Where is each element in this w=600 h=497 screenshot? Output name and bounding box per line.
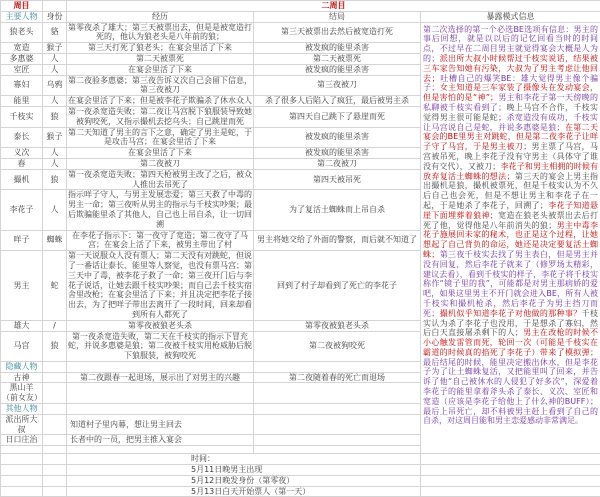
expose-segment: 千枝实认为杀了李花子也没用，于是想杀了寡妇，然后白天直接屠杀剩下的人；	[423, 309, 598, 338]
expose-segment: 男主在改枪的时候不小心触发雷管而死，轮回一次（可能是千枝实在霸道的时候真的掐死了李花子）带来了模拟弹；	[423, 328, 598, 357]
cell-ending[interactable]: 第三天被票出去然后被宽造打死	[254, 22, 421, 43]
cell-timeline-entry[interactable]: 5月12日晚发身份（第零夜）	[67, 475, 421, 486]
character-row	[1, 22, 600, 43]
expose-segment: 撮机似乎知道李花子对他做的那种事？	[439, 309, 581, 318]
cell-identity[interactable]	[43, 446, 67, 454]
cell-ending[interactable]: 第二夜被狗咬死	[254, 331, 421, 361]
cell-identity[interactable]	[43, 414, 67, 435]
cell-expose-info[interactable]	[421, 465, 600, 476]
cell-identity[interactable]: 猴子	[43, 127, 67, 148]
cell-identity[interactable]: /	[43, 320, 67, 331]
expose-segment: 晚上马宫不合作，千枝实觉得男主很可能是蛇；	[423, 103, 598, 122]
cell-name[interactable]	[1, 454, 43, 465]
cell-ending[interactable]: 第四天被吊死	[254, 169, 421, 190]
cell-identity[interactable]	[43, 475, 67, 486]
cell-identity[interactable]	[43, 486, 67, 497]
cell-experience[interactable]: 知道村子里内幕，想让男主回去	[67, 414, 254, 435]
cell-identity[interactable]: 人	[43, 53, 67, 64]
cell-header-experience[interactable]: 经历	[67, 11, 254, 22]
expose-segment: 李花子知道悬崖下面埋葬着狼神；	[423, 201, 598, 220]
cell-experience[interactable]: 第一天说服众人没有票人；第二天没有对跳蛇，但说了一番话让泰长、能里等人察觉，也没有票马宫；第三天中了毒，被李花子救了一命；第三夜开门后与李花子说话，让她去跟千枝实吵架；而自己去千枝实宿舍里改枪；在宴会里活了下来；并且决定把李花子接出去，为了把咩子带出去离开了一段时间，回来却看到所有人都死了	[67, 251, 254, 321]
cell-experience[interactable]: 第二天知道了男主的言下之意，确定了男主是蛇，于是攻击马宫；在宴会里活了下来	[67, 127, 254, 148]
cell-experience[interactable]: 长者中的一员，把男主推入宴会	[67, 435, 254, 446]
cell-experience[interactable]: 第一夜杀宽造失败，第二天在千枝实的指示下冒充蛇，并说多惠婆是狼；第二夜被千枝实用枪威胁后脱下狼服装，被狗咬死	[67, 331, 254, 361]
expose-segment: 男主票了马宫，马宫被吊死，晚上李花子没有守男主（具体守了谁没有交代），又被刀；	[423, 142, 598, 171]
cell-ending[interactable]: 被发疯的能里杀害	[254, 127, 421, 148]
cell-experience[interactable]	[67, 361, 254, 372]
cell-name[interactable]: 派出所大叔	[1, 414, 43, 435]
cell-expose-info[interactable]	[421, 475, 600, 486]
cell-experience[interactable]: 第零夜杀了雄大；第三天被票出去，但是是被宽造打死的，他认为狼老头是八年前的狼；	[67, 22, 254, 43]
cell-ending[interactable]: 杀了很多人后陷入了疯狂，最后被男主杀	[254, 96, 421, 107]
cell-expose-info[interactable]	[421, 454, 600, 465]
cell-name[interactable]: 宽造	[1, 43, 43, 54]
cell-experience[interactable]: 指示咩子守人，与男主发展恋爱；第三天救了中毒的男主一命；第三夜听从男主的指示与千枝实吵架；最后欺骗能里杀了其他人，自己也上吊自杀，让一切回溯	[67, 190, 254, 230]
cell-identity[interactable]	[43, 361, 67, 372]
cell-header-main-characters[interactable]: 主要人物	[1, 11, 43, 22]
cell-loop2-label[interactable]: 二周目	[67, 1, 600, 12]
cell-name[interactable]: 春	[1, 158, 43, 169]
cell-name[interactable]: 能里	[1, 96, 43, 107]
cell-ending[interactable]	[254, 414, 421, 435]
cell-name[interactable]: 撮机	[1, 169, 43, 190]
cell-ending[interactable]	[254, 404, 421, 415]
cell-identity[interactable]: 狼	[43, 169, 67, 190]
cell-ending[interactable]	[254, 361, 421, 372]
cell-identity[interactable]: 蜘蛛	[43, 230, 67, 251]
cell-name[interactable]: 马宫	[1, 331, 43, 361]
cell-identity[interactable]	[43, 372, 67, 383]
timeline-row	[1, 454, 600, 465]
cell-experience[interactable]: 第零夜被狼老头杀	[67, 320, 254, 331]
cell-identity[interactable]	[43, 435, 67, 446]
cell-ending[interactable]: 为了复活土蜘蛛而上吊自杀	[254, 190, 421, 230]
expose-segment: 宽造在狼老头被票出去后打死了他，觉得他是八年前消失的狼；	[423, 211, 598, 230]
cell-ending[interactable]: 被发疯的能里杀害	[254, 64, 421, 75]
cell-ending[interactable]: 第二天被票死	[254, 53, 421, 64]
cell-timeline-entry[interactable]: 5月11日晚男主出现	[67, 465, 421, 476]
cell-ending[interactable]: 第二夜被刀	[254, 158, 421, 169]
cell-loop1-label[interactable]: 周目	[1, 1, 43, 12]
cell-header-expose-info[interactable]: 暴露模式信息	[421, 11, 600, 22]
cell-identity[interactable]: 人	[43, 64, 67, 75]
cell-identity[interactable]	[43, 454, 67, 465]
cell-ending[interactable]: 被发疯的能里杀害	[254, 43, 421, 54]
column-header-row	[1, 11, 600, 22]
cell-name[interactable]: 日口庄治	[1, 435, 43, 446]
expose-segment: 最后结尾的时候，能里决定搬出休水，但是李花子为了让土蜘蛛复活，又把能里叫了回来，并告诉了他“自己被休水的人侵犯了好多次”，深爱着李花子的能里拿着斧头杀了泰长、义次、室匠和宽造（应该是李花子给他上了什么神的BUFF）；	[423, 358, 598, 406]
cell-name[interactable]	[1, 475, 43, 486]
expose-segment: 男主中毒李花子施展回未家的秘术，也正是这个过程，让她想起了自己背负的命运，她还是决定要复活土蜘蛛；	[423, 221, 598, 259]
cell-ending[interactable]	[254, 446, 421, 454]
cell-experience[interactable]: 第二夜验多惠婆；第三夜告诉义次自己会留下信息，第三夜被刀	[67, 75, 254, 96]
cell-name[interactable]	[1, 465, 43, 476]
cell-name[interactable]: 其他人物	[1, 404, 43, 415]
cell-ending[interactable]: 回到了村子却看到了死亡的李花子	[254, 251, 421, 321]
expose-segment: 杀宽造没有成功，千枝实让马宫说自己是蛇，并说多惠婆是狼；	[423, 113, 598, 132]
cell-name[interactable]: 泰长	[1, 127, 43, 148]
cell-identity[interactable]	[43, 383, 67, 404]
loop-header-row	[1, 1, 600, 12]
cell-identity[interactable]: 貉	[43, 22, 67, 43]
cell-experience[interactable]: 在宴会里活了下来	[67, 64, 254, 75]
expose-segment: 李花子和男主相拥的时候有放弃复活土蜘蛛的想法；	[423, 162, 598, 181]
expose-segment: 第三天的宴会上男主指出撮机是狼，撮机被票死，但是千枝实认为不久后自己也会死，但是不想让男主和李花子在一起，于是她杀了李花子，回溯了；	[423, 172, 598, 210]
cell-identity[interactable]	[43, 404, 67, 415]
cell-experience[interactable]: 第二夜跟春一起退场，展示出了对男主的兴趣	[67, 372, 254, 383]
cell-header-identity[interactable]: 身份	[43, 11, 67, 22]
cell-experience[interactable]: 第二夜被刀	[67, 158, 254, 169]
cell-experience[interactable]: 第二天被票死	[67, 53, 254, 64]
cell-identity[interactable]: 猴子	[43, 43, 67, 54]
expose-segment: 女主知道是三车家装了摄像头在发动宴会，但是害怕的是“神”；	[423, 83, 598, 102]
cell-ending[interactable]	[254, 383, 421, 404]
cell-experience[interactable]: 在宴会里活了下来；但是被李花子欺骗杀了休水众人	[67, 96, 254, 107]
expose-segment: 吐槽自己的爆笑BE：雄大觉得男主像个骗子；	[423, 74, 598, 93]
cell-identity[interactable]: 人	[43, 148, 67, 159]
cell-name[interactable]: 男主	[1, 251, 43, 321]
cell-identity[interactable]: 人	[43, 190, 67, 230]
cell-experience[interactable]	[67, 383, 254, 404]
cell-name[interactable]: 隐藏人物	[1, 361, 43, 372]
cell-timeline-entry[interactable]: 时间：	[67, 454, 421, 465]
cell-name[interactable]: 狼老头	[1, 22, 43, 43]
expose-segment: 第二次选择的第一个必选BE选项有信息：男主的事后回想，就是以以后的记忆回看当时的时间点，不过早在二周目男主就觉得宴会大概是人为的；	[423, 25, 598, 63]
cell-timeline-entry[interactable]: 5月13日白天开始票人（第一天）	[67, 486, 421, 497]
cell-ending[interactable]: 第三夜被刀	[254, 75, 421, 96]
character-table-body	[1, 1, 600, 497]
cell-name[interactable]: 咩子	[1, 230, 43, 251]
expose-segment: 第三夜千枝实去找了男主表白，但是男主并没有回复，然后李花子就来了（修罗场太精彩，建议去看），看到千枝实的样子，李花子将千枝实称作“镜子里的我”，可能都是对男主那病娇的爱吧，如果这里男主不开门就会进入BE，所有人被千枝实和撮机枪杀，然后李花子为男主挡刀而死；	[423, 250, 598, 318]
cell-identity[interactable]: 乌鸦	[43, 75, 67, 96]
cell-experience[interactable]	[67, 446, 254, 454]
expose-segment: 派出所大叔小时候帮过千枝实说话，结果被三车家告知她有污染，大叔为了男主考虑让他回去；	[423, 54, 598, 83]
cell-ending[interactable]: 第二夜随着春的死亡而退场	[254, 372, 421, 383]
cell-identity[interactable]: 狼	[43, 106, 67, 127]
cell-experience[interactable]: 第三天打死了狼老头；在宴会里活了下来	[67, 43, 254, 54]
cell-ending[interactable]	[254, 435, 421, 446]
expose-segment: 最后上吊死亡，却不料被男主赶上看到了自己的自杀，对这周目能和男主恋爱感动非常满足。	[423, 407, 598, 426]
cell-identity[interactable]: 人	[43, 158, 67, 169]
cell-name[interactable]: 千枝实	[1, 106, 43, 127]
cell-experience[interactable]: 第一夜杀宽造失败；第四天枪被男主改了之后，被众人推出去吊死了	[67, 169, 254, 190]
cell-header-ending[interactable]: 结局	[254, 11, 421, 22]
cell-expose-info[interactable]	[421, 486, 600, 497]
cell-name[interactable]: 雄大	[1, 320, 43, 331]
cell-name[interactable]: 多惠婆	[1, 53, 43, 64]
cell-name[interactable]	[1, 446, 43, 454]
cell-experience[interactable]: 在宴会里活了下来	[67, 148, 254, 159]
cell-ending[interactable]: 男主将她交给了外面的警察，而后就不知道了	[254, 230, 421, 251]
cell-ending[interactable]: 被发疯的能里杀害	[254, 148, 421, 159]
timeline-row	[1, 475, 600, 486]
cell-name[interactable]: 黑山羊（前女友）	[1, 383, 43, 404]
cell-experience[interactable]	[67, 404, 254, 415]
cell-blank[interactable]	[43, 1, 67, 12]
cell-name[interactable]: 室匠	[1, 64, 43, 75]
expose-segment: 男主和李花子第一天傍晚的私聊被千枝实看到了；	[423, 93, 598, 112]
cell-name[interactable]: 义次	[1, 148, 43, 159]
cell-experience[interactable]: 在李花子指示下：第一夜守了宽造；第二夜守了马宫；在宴会上活了下来，被男主带出了村	[67, 230, 254, 251]
cell-identity[interactable]	[43, 465, 67, 476]
cell-name[interactable]: 古神	[1, 372, 43, 383]
cell-name[interactable]: 寡妇	[1, 75, 43, 96]
cell-expose-info[interactable]	[421, 22, 600, 454]
cell-name[interactable]	[1, 486, 43, 497]
cell-name[interactable]: 李花子	[1, 190, 43, 230]
cell-identity[interactable]: 狼	[43, 331, 67, 361]
timeline-row	[1, 486, 600, 497]
expose-segment: 在第二天宴会的BE里男主对跳蛇，但是第二夜李花子让咩子守了马宫，于是男主被刀；	[423, 123, 598, 152]
cell-ending[interactable]: 第零夜被狼老头杀	[254, 320, 421, 331]
cell-ending[interactable]: 第四天自己跳下了悬崖而死	[254, 106, 421, 127]
cell-identity[interactable]: 人	[43, 96, 67, 107]
cell-experience[interactable]: 第一夜杀宽造失败；第二夜让马宫脱下狼服装导致她被狗咬死，又指示撮机去挖乌头；自己跳崖而死	[67, 106, 254, 127]
cell-identity[interactable]: 蛇	[43, 251, 67, 321]
timeline-row	[1, 465, 600, 476]
